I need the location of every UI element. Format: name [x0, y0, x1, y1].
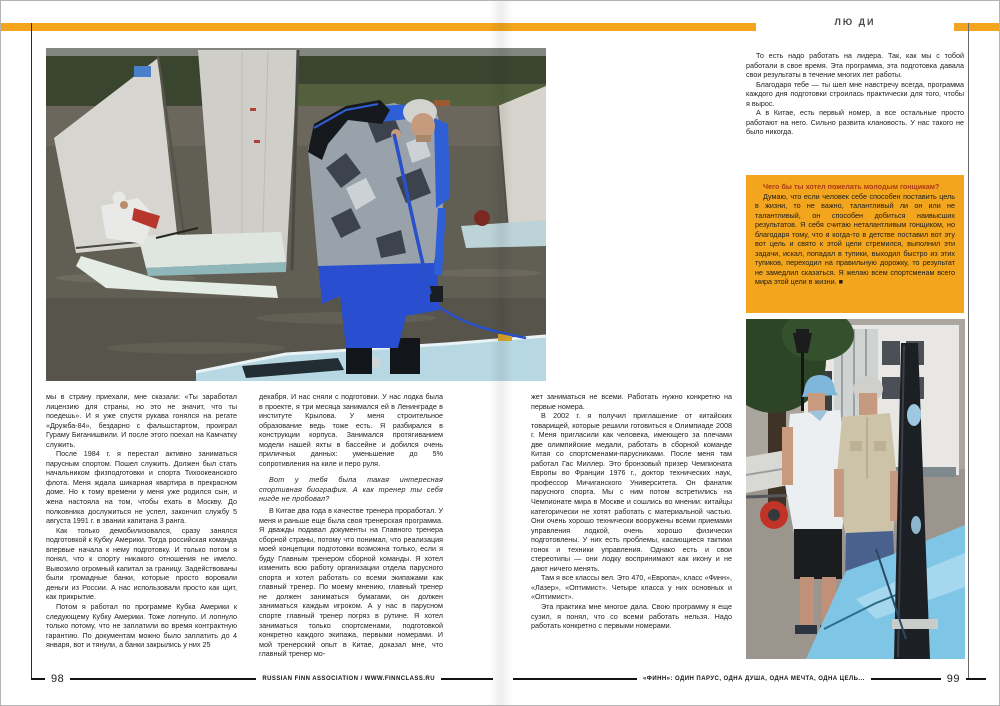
- left-page-footer: [31, 672, 493, 686]
- footer-rule: [70, 678, 256, 680]
- paragraph: Как только демобилизовался, сразу занялся подготовкой к Кубку Америки. Тогда российская команда впервые начала к нему подготовку. И только потом я понял, что к спорту никакого отношения не имело. Вывозило огромный капитал за границу. Задействованы были громадные банки, которые просто воровали деньги из России. А нас использовали просто как щит, как прикрытие.: [46, 525, 237, 602]
- footer-rule: [513, 678, 637, 680]
- footer-caption-right: «ФИНН»: ОДИН ПАРУС, ОДНА ДУША, ОДНА МЕЧТА, ОДНА ЦЕЛЬ...: [642, 676, 865, 682]
- paragraph: В Китае два года в качестве тренера проработал. У меня и раньше еще была своя тренерская программа. Я дважды подавал документы на Главного тренера сборной страны, потому что понимал, что реализация моей концепции подготовки возможна только, если я буду Главным тренером сборной команды. Я хотел изменить всю работу организации отдела парусного спорта и хотел работать со всеми экипажами как главный тренер. По моему мнению, главный тренер не должен заниматься бумагами, он должен заниматься каждым игроком. А у нас в парусном спорте главный тренер погряз в рутине. Я хотел заниматься только спортсменами, подготовкой конкретно каждого экипажа, первыми номерами. И мой тренерский опыт в Китае, доказал мне, что главный тренер мо-: [259, 506, 443, 659]
- footer-rule: [871, 678, 941, 680]
- paragraph: То есть надо работать на лидера. Так, как мы с тобой работали в свое время. Эта программа, эта подготовка давала свои результаты в течение многих лет работы.: [746, 51, 964, 80]
- right-margin-rule: [968, 23, 969, 679]
- top-accent-bar-right: [954, 23, 1000, 31]
- qa-question: Чего бы ты хотел пожелать молодым гонщикам?: [763, 182, 940, 191]
- right-page-sidebar-intro: [746, 51, 964, 171]
- main-photo-sailing: [46, 48, 546, 381]
- footer-rule: [441, 678, 493, 680]
- paragraph: Эта практика мне многое дала. Свою программу я еще сузил, я понял, что со всеми работать нельзя. Надо работать конкретно с первыми номерами.: [531, 602, 732, 631]
- paragraph: А в Китае, есть первый номер, а все остальные просто работают на него. Сильно развита клановость. У нас такого не было никогда.: [746, 108, 964, 137]
- right-page-column-1: [531, 392, 732, 669]
- qa-highlight-box: [746, 175, 964, 313]
- paragraph: жет заниматься не всеми. Работать нужно конкретно на первые номера.: [531, 392, 732, 411]
- page-number-left: 98: [51, 673, 65, 685]
- right-page-footer: [513, 672, 986, 686]
- two-men-photo: [746, 319, 965, 659]
- qa-answer: Думаю, что если человек себе способен поставить цель в жизни, то не важно, талантливый ли он или не талантливый, он способен добиться наивысших результатов. Я себя считаю неталантливым гонщиком, но благодаря тому, что я когда-то в детстве поставил вот эту вот цель и свято к этой цели стремился, выполнил эти задачи, искал, попадал в тупики, выходил быстро из этих тупиков, переходил на правильную дорожку, то результат не замедлил сказаться. Я желаю всем спортсменам всего мира этой цели в жизни. ■: [755, 191, 955, 287]
- section-label: ЛЮ ДИ: [834, 17, 876, 27]
- paragraph: декабря. И нас сняли с подготовки. У нас лодка была в проекте, я три месяца занимался ей в Ленинграде в институте Крылова. У меня строительное образование ведь тоже есть. Я разбирался в конструкции корпуса. Занимался протягиванием модели нашей яхты в бассейне и добился очень приличных данных: уменьшение до 5% сопротивления на киле и перо руля.: [259, 392, 443, 468]
- paragraph: Там я все классы вел. Это 470, «Европа», класс «Финн», «Лазер», «Оптимист». Четыре класса у них основных и «Оптимист».: [531, 573, 732, 602]
- footer-rule: [966, 678, 986, 680]
- paragraph: Потом я работал по программе Кубка Америки к следующему Кубку Америки. Тоже лопнуло. И лопнуло только потому, что не заплатили во время контрактную гарантию. По документам можно было заплатить до 4 января, вот и тянули, а банки закрылись у них 25: [46, 602, 237, 650]
- page-number-right: 99: [946, 673, 960, 685]
- left-margin-rule: [31, 23, 32, 679]
- footer-caption-left: RUSSIAN FINN ASSOCIATION / WWW.FINNCLASS.RU: [262, 676, 435, 682]
- left-page-column-2: [259, 392, 443, 669]
- two-men-illustration: [746, 319, 965, 659]
- paragraph: После 1984 г. я перестал активно заниматься парусным спортом. Пошел служить. Должен был стать начальником физподготовки и спорта Тихоокеанского флота. Меня ждала шикарная квартира в прекрасном доме. Но к тому времени у меня уже родился сын, и жена настояла на том, чтобы ехать в Москву. До полковника дослужиться не успел, закончил службу 5 августа 1991 г. в звании капитана 3 ранга.: [46, 449, 237, 526]
- sailing-scene-illustration: [46, 48, 546, 381]
- interview-question: Вот у тебя была такая интересная спортивная биография. А как тренер ты себя нигде не пробовал?: [259, 475, 443, 504]
- paragraph: Благодаря тебе — ты шел мне навстречу всегда, программа каждого дня подготовки строилась практически для того, чтобы я вырос.: [746, 79, 964, 108]
- footer-rule: [31, 678, 45, 680]
- top-accent-bar-left: [1, 23, 756, 31]
- paragraph: мы в страну приехали, мне сказали: «Ты заработал лицензию для страны, но это не значит, что ты поедешь». И я уже спустя рукава гонялся на регате «Дружба-84», бездарно с фальшстартом, проиграл Гураму Биганишвили. И после этого поехал на Камчатку служить.: [46, 392, 237, 449]
- left-page-column-1: [46, 392, 237, 669]
- paragraph: В 2002 г. я получил приглашение от китайских товарищей, которые решили готовиться к Олимпиаде 2008 г. Меня пригласили как человека, имеющего за плечами две олимпийские медали, работать в сборной команде Китая со спортсменами-парусниками. После меня там работал Гас Миллер. Это бронзовый призер Чемпионата Европы во Франции 1976 г., доктор технических наук, профессор Мичиганского Университета. Он фанатик парусного спорта. Мы с ним потом встретились на Чемпионате мира в Москве и сошлись во мнении: китайцы категорически не хотят работать с материальной частью. Они очень хорошо технически вооружены всеми приемами управления лодкой, очень хорошо физически подготовлены. У них есть проблемы, касающиеся тактики гонок и техники управления. Однако есть и свои стереотипы — они лодку воспринимают как икону и не дают ничего менять.: [531, 411, 732, 573]
